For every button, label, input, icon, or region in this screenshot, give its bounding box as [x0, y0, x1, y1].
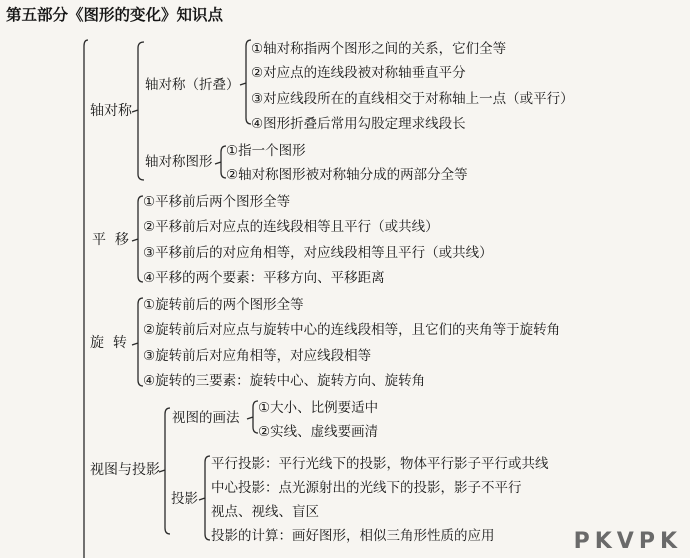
projection-bracket — [159, 408, 170, 534]
drawing-item-1: ①大小、比例要适中 — [258, 400, 379, 416]
rotation-label: 旋 转 — [90, 335, 127, 351]
folding-label: 轴对称（折叠） — [145, 77, 240, 93]
rotation-item-1: ①旋转前后的两个图形全等 — [143, 297, 304, 313]
rotation-bracket — [132, 298, 143, 386]
translation-item-1: ①平移前后两个图形全等 — [143, 194, 291, 210]
rotation-item-4: ④旋转的三要素：旋转中心、旋转方向、旋转角 — [143, 373, 426, 389]
symmetry-label: 轴对称 — [90, 103, 132, 119]
figure-label: 轴对称图形 — [145, 154, 213, 170]
folding-item-1: ①轴对称指两个图形之间的关系，它们全等 — [251, 41, 507, 57]
translation-bracket — [132, 196, 143, 282]
symmetry-bracket — [132, 42, 144, 180]
translation-item-4: ④平移的两个要素：平移方向、平移距离 — [143, 270, 385, 286]
proj-item-1: 平行投影：平行光线下的投影，物体平行影子平行或共线 — [211, 456, 549, 472]
proj-label: 投影 — [171, 491, 198, 507]
folding-item-2: ②对应点的连线段被对称轴垂直平分 — [251, 65, 466, 81]
translation-item-3: ③平移前后的对应角相等，对应线段相等且平行（或共线） — [143, 245, 493, 261]
figure-item-2: ②轴对称图形被对称轴分成的两部分全等 — [226, 167, 468, 183]
projection-label: 视图与投影 — [90, 462, 160, 478]
proj-item-3: 视点、视线、盲区 — [211, 504, 319, 520]
page-title: 第五部分《图形的变化》知识点 — [6, 6, 224, 24]
figure-bracket — [215, 146, 226, 178]
rotation-item-2: ②旋转前后对应点与旋转中心的连线段相等，且它们的夹角等于旋转角 — [143, 322, 561, 338]
drawing-item-2: ②实线、虚线要画清 — [258, 424, 379, 440]
folding-bracket — [240, 40, 251, 124]
proj-bracket — [199, 456, 210, 540]
proj-item-2: 中心投影：点光源射出的光线下的投影，影子不平行 — [211, 480, 522, 496]
proj-item-4: 投影的计算：画好图形，相似三角形性质的应用 — [211, 528, 495, 544]
translation-label: 平 移 — [92, 232, 129, 248]
folding-item-4: ④图形折叠后常用勾股定理求线段长 — [251, 116, 466, 132]
rotation-item-3: ③旋转前后对应角相等，对应线段相等 — [143, 348, 372, 364]
translation-item-2: ②平移前后对应点的连线段相等且平行（或共线） — [143, 219, 439, 235]
main-bracket — [84, 40, 88, 558]
drawing-label: 视图的画法 — [172, 410, 240, 426]
folding-item-3: ③对应线段所在的直线相交于对称轴上一点（或平行） — [251, 91, 574, 107]
watermark: PKVPK — [573, 529, 682, 554]
drawing-bracket — [247, 401, 258, 433]
figure-item-1: ①指一个图形 — [226, 143, 306, 159]
